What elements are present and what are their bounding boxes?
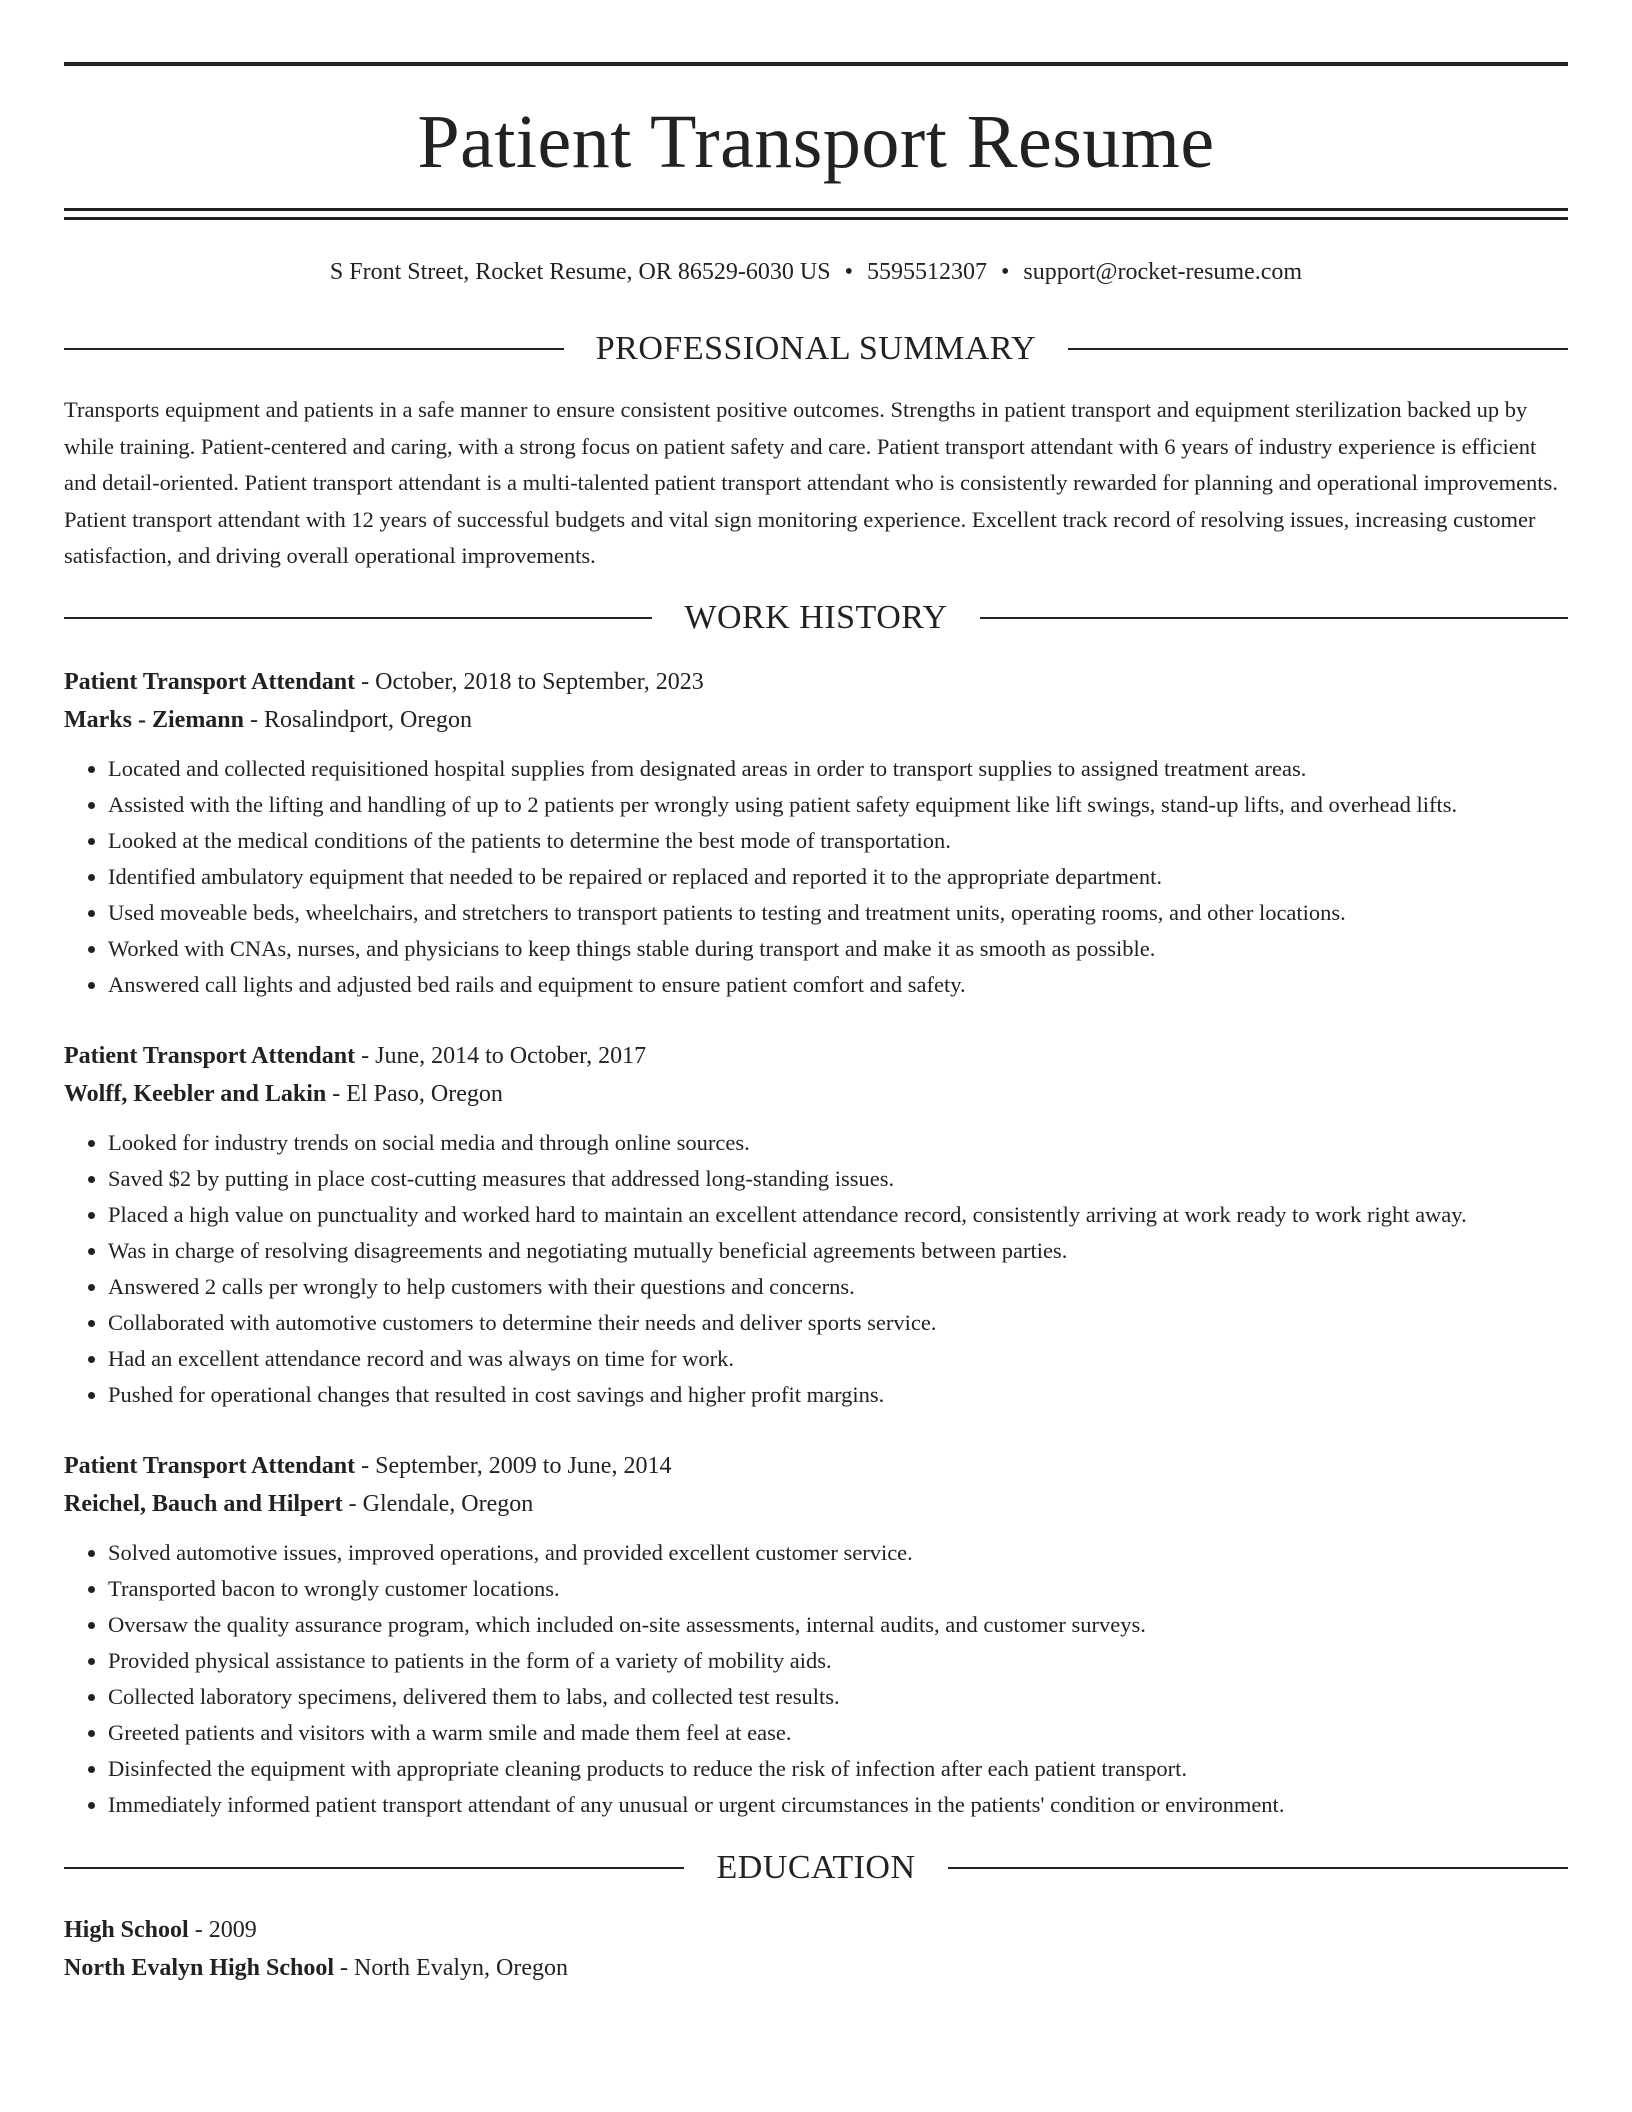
education-heading [64,1848,1568,1886]
contact-address: S Front Street, Rocket Resume, OR 86529-6030 US [329,259,831,285]
job-title-line: Patient Transport Attendant - October, 2018 to September, 2023 [64,668,704,695]
summary-heading-label: PROFESSIONAL SUMMARY [595,330,1037,367]
list-item: • Answered 2 calls per wrongly to help customers with their questions and concerns. [108,1269,1568,1305]
education-entry [64,1911,1568,1987]
list-item: • Disinfected the equipment with appropriate cleaning products to reduce the risk of infection after each patient transport. [108,1751,1568,1787]
heading-rule [980,617,1568,619]
list-item: • Was in charge of resolving disagreements and negotiating mutually beneficial agreements between parties. [108,1233,1568,1269]
job-dates: June, 2014 to October, 2017 [375,1042,647,1069]
list-item: • Oversaw the quality assurance program, which included on-site assessments, internal audits, and customer surveys. [108,1607,1568,1643]
list-item: • Answered call lights and adjusted bed rails and equipment to ensure patient comfort and safety. [108,967,1568,1003]
list-item: • Looked for industry trends on social media and through online sources. [108,1125,1568,1161]
job-dates: September, 2009 to June, 2014 [375,1452,672,1479]
job-company: Reichel, Bauch and Hilpert [64,1490,343,1517]
list-item: • Assisted with the lifting and handling of up to 2 patients per wrongly using patient safety equipment like lift swings, stand-up lifts, and overhead lifts. [108,787,1568,823]
list-item: • Immediately informed patient transport attendant of any unusual or urgent circumstances in the patients' condition or environment. [108,1787,1568,1823]
list-item: • Collaborated with automotive customers to determine their needs and deliver sports service. [108,1305,1568,1341]
heading-rule [64,348,564,350]
education-heading-label: EDUCATION [716,1848,916,1886]
contact-email: support@rocket-resume.com [1023,259,1303,285]
education-school-line: North Evalyn High School - North Evalyn, Oregon [64,1954,568,1981]
education-location: North Evalyn, Oregon [354,1954,568,1981]
summary-heading [64,332,1568,366]
job-company-line: Reichel, Bauch and Hilpert - Glendale, Oregon [64,1490,534,1517]
list-item: • Worked with CNAs, nurses, and physicians to keep things stable during transport and make it as smooth as possible. [108,931,1568,967]
education-degree: High School [64,1916,189,1943]
summary-text: Transports equipment and patients in a safe manner to ensure consistent positive outcomes. Strengths in patient transport and equipment sterilization backed up by while training. Patient-centered and caring, with a strong focus on patient safety and care. Patient transport attendant with 6 years of industry experience is efficient and detail-oriented. Patient transport attendant is a multi-talented patient transport attendant who is consistently rewarded for planning and operational improvements. Patient transport attendant with 12 years of successful budgets and vital sign monitoring experience. Excellent track record of resolving issues, increasing customer satisfaction, and driving overall operational improvements. [64,397,1558,568]
job-entry [64,1037,1568,1413]
job-company-line: Wolff, Keebler and Lakin - El Paso, Oregon [64,1080,503,1107]
title-rule-lower [64,217,1568,220]
education-degree-line: High School - 2009 [64,1916,257,1943]
page-title: Patient Transport Resume [417,100,1215,184]
list-item: • Identified ambulatory equipment that needed to be repaired or replaced and reported it to the appropriate department. [108,859,1568,895]
heading-rule [64,617,652,619]
list-item: • Located and collected requisitioned hospital supplies from designated areas in order to transport supplies to assigned treatment areas. [108,751,1568,787]
contact-line [64,260,1568,284]
job-entry [64,663,1568,1003]
job-company-line: Marks - Ziemann - Rosalindport, Oregon [64,706,472,733]
list-item: • Provided physical assistance to patients in the form of a variety of mobility aids. [108,1643,1568,1679]
work-list [64,663,1568,1823]
job-company: Wolff, Keebler and Lakin [64,1080,327,1107]
heading-rule [948,1867,1568,1869]
list-item: • Placed a high value on punctuality and worked hard to maintain an excellent attendance record, consistently arriving at work ready to work right away. [108,1197,1568,1233]
job-title-line: Patient Transport Attendant - September, 2009 to June, 2014 [64,1452,672,1479]
resume-page [64,0,1568,1987]
list-item: • Looked at the medical conditions of the patients to determine the best mode of transportation. [108,823,1568,859]
job-company: Marks - Ziemann [64,706,244,733]
list-item: • Solved automotive issues, improved operations, and provided excellent customer service. [108,1535,1568,1571]
job-bullets [64,1125,1568,1413]
job-location: Glendale, Oregon [362,1490,534,1517]
list-item: • Pushed for operational changes that resulted in cost savings and higher profit margins. [108,1377,1568,1413]
list-item: • Collected laboratory specimens, delivered them to labs, and collected test results. [108,1679,1568,1715]
job-entry [64,1447,1568,1823]
job-location: Rosalindport, Oregon [264,706,472,733]
job-bullets [64,751,1568,1003]
job-title: Patient Transport Attendant [64,1452,356,1479]
contact-separator: • [844,259,853,285]
job-title: Patient Transport Attendant [64,1042,356,1069]
work-heading [64,598,1568,636]
list-item: • Saved $2 by putting in place cost-cutting measures that addressed long-standing issues. [108,1161,1568,1197]
title-rule-upper [64,208,1568,211]
heading-rule [1068,348,1568,350]
list-item: • Had an excellent attendance record and was always on time for work. [108,1341,1568,1377]
contact-phone: 5595512307 [866,259,987,285]
job-bullets [64,1535,1568,1823]
contact-separator: • [1000,259,1010,285]
job-location: El Paso, Oregon [346,1080,503,1107]
job-title: Patient Transport Attendant [64,668,356,695]
list-item: • Used moveable beds, wheelchairs, and stretchers to transport patients to testing and treatment units, operating rooms, and other locations. [108,895,1568,931]
list-item: • Transported bacon to wrongly customer locations. [108,1571,1568,1607]
list-item: • Greeted patients and visitors with a warm smile and made them feel at ease. [108,1715,1568,1751]
job-dates: October, 2018 to September, 2023 [375,668,704,695]
job-title-line: Patient Transport Attendant - June, 2014 to October, 2017 [64,1042,647,1069]
work-heading-label: WORK HISTORY [684,598,948,636]
heading-rule [64,1867,684,1869]
education-year: 2009 [208,1916,257,1943]
education-school: North Evalyn High School [64,1954,335,1981]
